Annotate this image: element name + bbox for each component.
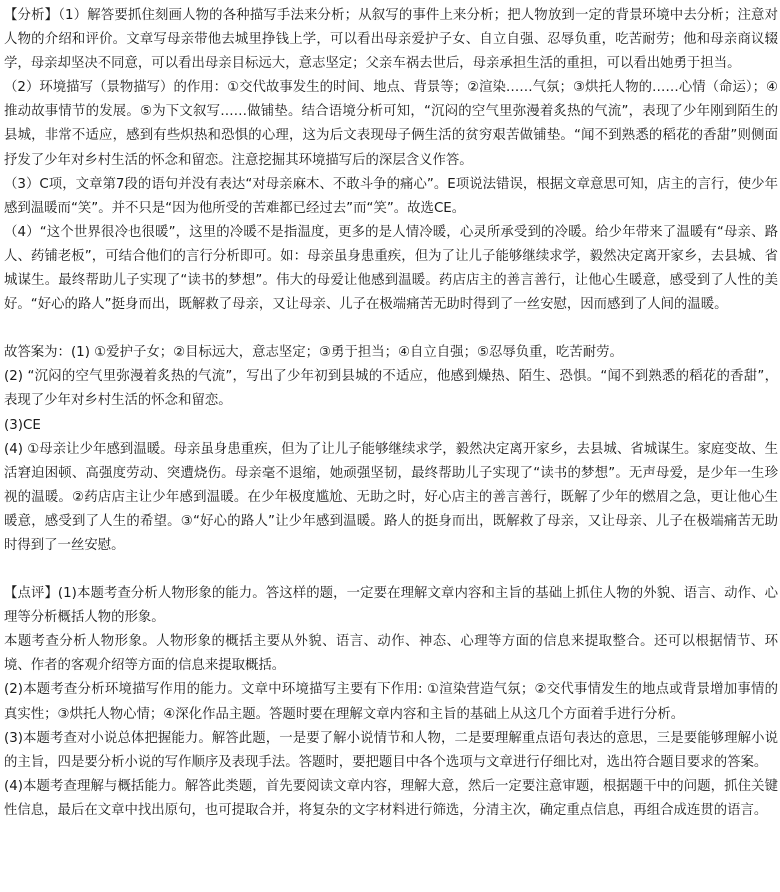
analysis-paragraph-2: （2）环境描写（景物描写）的作用：①交代故事发生的时间、地点、背景等；②渲染……气氛；③烘托人物的……心情（命运）；④推动故事情节的发展。⑤为下文叙写……做铺垫。结合语境分析可知，“沉闷的空气里弥漫着炙热的气流”，表现了少年刚到陌生的县城，非常不适应，感到有些炽热和恐惧的心理，这为后文表现母子俩生活的贫穷艰苦做铺垫。“闻不到熟悉的稻花的香甜”则侧面抒发了少年对乡村生活的怀念和留恋。注意挖掘其环境描写后的深层含义作答。 xyxy=(4,80,778,168)
analysis-paragraph-3: （3）C项，文章第7段的语句并没有表达“对母亲麻木、不敢斗争的痛心”。E项说法错误，根据文章意思可知，店主的言行，使少年感到温暖而“笑”。并不只是“因为他所受的苦难都已经过去”而“笑”。故选CE。 xyxy=(4,176,778,216)
answer-paragraph-4: (4) ①母亲让少年感到温暖。母亲虽身患重疾，但为了让儿子能够继续求学，毅然决定离开家乡，去县城、省城谋生。家庭变故、生活窘迫困顿、高强度劳动、突遭烧伤。母亲毫不退缩，她顽强坚韧，最终帮助儿子实现了“读书的梦想”。无声母爱，是少年一生珍视的温暖。②药店店主让少年感到温暖。在少年极度尴尬、无助之时，好心店主的善言善行，既解了少年的燃眉之急，更让他心生暖意，感受到了人生的希望。③“好心的路人”让少年感到温暖。路人的挺身而出，既解救了母亲，又让母亲、儿子在极端痛苦无助时得到了一丝安慰。 xyxy=(4,441,778,553)
comment-paragraph-3: (2)本题考查分析环境描写作用的能力。文章中环境描写主要有下作用: ①渲染营造气氛；②交代事情发生的地点或背景增加事情的真实性；③烘托人物心情；④深化作品主题。答题时要在理解文章内容和主旨的基础上从这几个方面着手进行分析。 xyxy=(4,682,778,722)
comment-paragraph-5: (4)本题考查理解与概括能力。解答此类题，首先要阅读文章内容，理解大意，然后一定要注意审题，根据题干中的问题，抓住关键性信息，最后在文章中找出原句，也可提取合并，将复杂的文字材料进行筛选，分清主次，确定重点信息，再组合成连贯的语言。 xyxy=(4,778,778,818)
section-spacer xyxy=(4,317,778,341)
answer-paragraph-3: (3)CE xyxy=(4,417,41,433)
analysis-section xyxy=(4,4,778,317)
answer-paragraph-1: 故答案为：(1) ①爱护子女；②目标远大，意志坚定；③勇于担当；④自立自强；⑤忍辱负重，吃苦耐劳。 xyxy=(4,345,623,361)
analysis-paragraph-1: 【分析】（1）解答要抓住刻画人物的各种描写手法来分析；从叙写的事件上来分析；把人物放到一定的背景环境中去分析；注意对人物的介绍和评价。文章写母亲带他去城里挣钱上学，可以看出母亲爱护子女、自立自强、忍辱负重，吃苦耐劳；他和母亲商议辍学，母亲却坚决不同意，可以看出母亲目标远大，意志坚定；父亲车祸去世后，母亲承担生活的重担，可以看出她勇于担当。 xyxy=(4,8,778,72)
comment-paragraph-2: 本题考查分析人物形象。人物形象的概括主要从外貌、语言、动作、神态、心理等方面的信息来提取整合。还可以根据情节、环境、作者的客观介绍等方面的信息来提取概括。 xyxy=(4,634,778,674)
answer-paragraph-2: (2) “沉闷的空气里弥漫着炙热的气流”，写出了少年初到县城的不适应，他感到燥热、陌生、恐惧。“闻不到熟悉的稻花的香甜”，表现了少年对乡村生活的怀念和留恋。 xyxy=(4,369,778,409)
comment-section xyxy=(4,582,778,823)
comment-paragraph-1: 【点评】(1)本题考查分析人物形象的能力。答这样的题，一定要在理解文章内容和主旨的基础上抓住人物的外貌、语言、动作、心理等分析概括人物的形象。 xyxy=(4,586,778,626)
analysis-paragraph-4: （4）“这个世界很冷也很暖”，这里的冷暖不是指温度，更多的是人情冷暖，心灵所承受到的冷暖。给少年带来了温暖有“母亲、路人、药铺老板”，可结合他们的言行分析即可。如：母亲虽身患重疾，但为了让儿子能够继续求学，毅然决定离开家乡，去县城、省城谋生。最终帮助儿子实现了“读书的梦想”。伟大的母爱让他感到温暖。药店店主的善言善行，让他心生暖意，感受到了人性的美好。“好心的路人”挺身而出，既解救了母亲，又让母亲、儿子在极端痛苦无助时得到了一丝安慰，因而感到了人间的温暖。 xyxy=(4,224,778,313)
comment-paragraph-4: (3)本题考查对小说总体把握能力。解答此题，一是要了解小说情节和人物，二是要理解重点语句表达的意思，三是要能够理解小说的主旨，四是要分析小说的写作顺序及表现手法。答题时，要把题目中各个选项与文章进行仔细比对，选出符合题目要求的答案。 xyxy=(4,730,778,770)
answer-section xyxy=(4,341,778,558)
section-spacer xyxy=(4,558,778,582)
